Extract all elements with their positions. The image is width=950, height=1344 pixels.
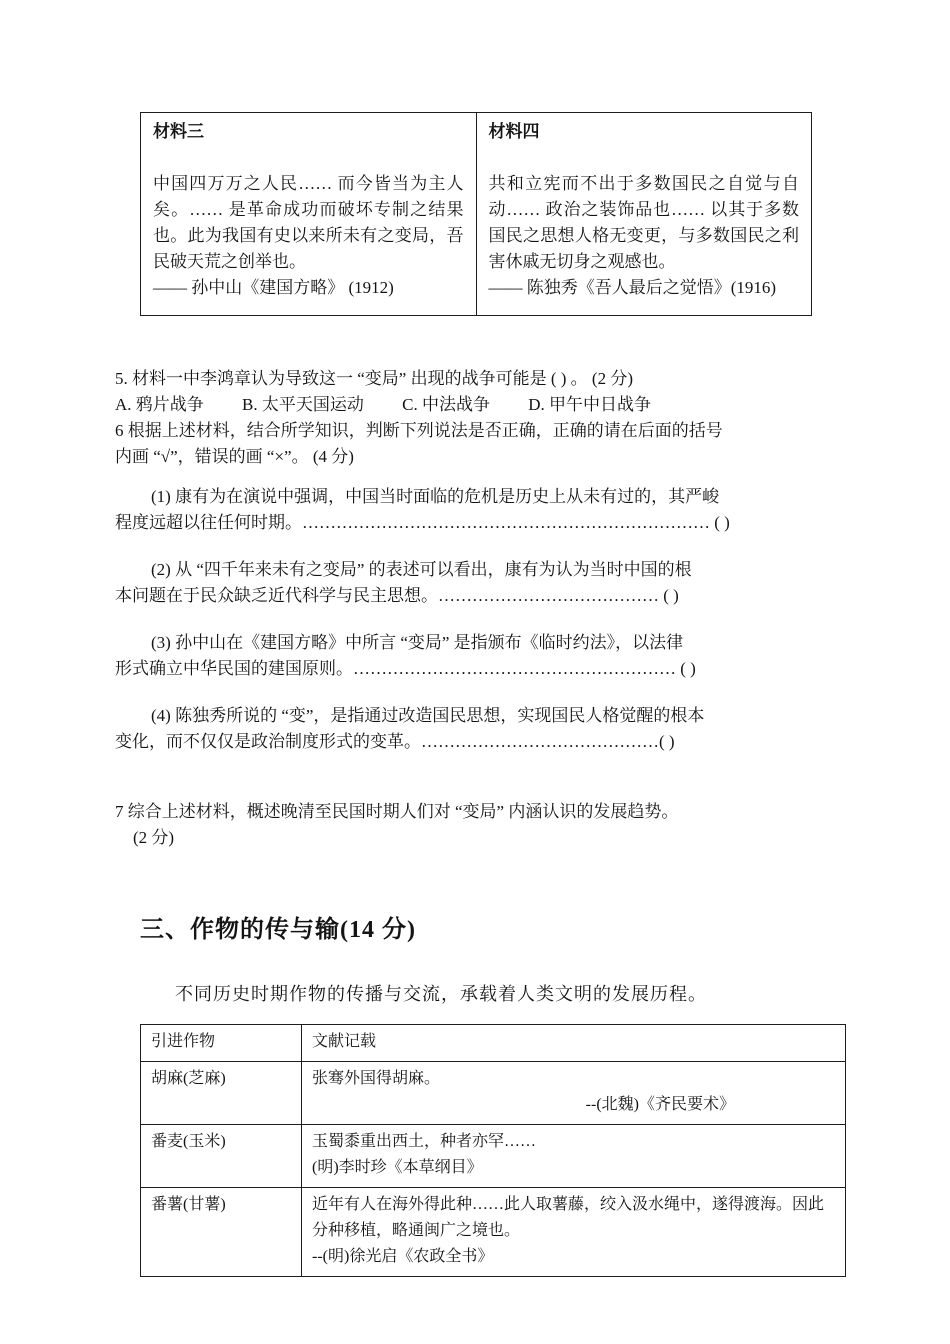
subitem-3-line2: 形式确立中华民国的建国原则。………………………………………………… ( ) (115, 659, 696, 678)
material-three-cell (141, 113, 477, 316)
section-three-heading: 三、作物的传与输(14 分) (140, 917, 416, 943)
question-5-stem: 5. 材料一中李鸿章认为导致这一 “变局” 出现的战争可能是 ( ) 。 (2 分) (115, 369, 633, 388)
record-text: 张骞外国得胡麻。 (312, 1070, 441, 1087)
materials-row (141, 113, 812, 316)
subitem-2-line1: (2) 从 “四千年来未有之变局” 的表述可以看出，康有为认为当时中国的根 (151, 560, 692, 579)
question-6-line2: 内画 “√”，错误的画 “×”。 (4 分) (115, 447, 354, 466)
subitem-3 (115, 630, 840, 682)
material-three-header: 材料三 (153, 122, 204, 141)
materials-table (140, 112, 812, 316)
question-5-options (115, 392, 840, 418)
question-7 (115, 799, 840, 851)
subitem-1-line1: (1) 康有为在演说中强调，中国当时面临的危机是历史上从未有过的，其严峻 (151, 487, 720, 506)
material-four-body: 共和立宪而不出于多数国民之自觉与自动…… 政治之装饰品也…… 以其于多数国民之思想人格无变更，与多数国民之利害休戚无切身之观感也。 (488, 174, 799, 271)
section-three-intro: 不同历史时期作物的传播与交流，承载着人类文明的发展历程。 (175, 984, 707, 1004)
option-b: B. 太平天国运动 (242, 395, 364, 414)
record-text: 近年有人在海外得此种……此人取薯藤，绞入汲水绳中，遂得渡海。因此分种移植，略通闽广之境也。 (312, 1196, 825, 1239)
question-6-subitems (115, 484, 840, 755)
question-7-line2: (2 分) (133, 828, 175, 847)
record-source: --(明)徐光启《农政全书》 (312, 1248, 494, 1265)
subitem-4 (115, 703, 840, 755)
crops-header-crop: 引进作物 (141, 1025, 302, 1062)
record-source: --(北魏)《齐民要术》 (585, 1096, 735, 1113)
crops-header-row (141, 1025, 846, 1062)
crops-row-2 (141, 1125, 846, 1188)
option-a: A. 鸦片战争 (115, 395, 204, 414)
subitem-1 (115, 484, 840, 536)
subitem-2 (115, 557, 840, 609)
crop-name: 胡麻(芝麻) (141, 1062, 302, 1125)
subitem-2-line2: 本问题在于民众缺乏近代科学与民主思想。………………………………… ( ) (115, 586, 679, 605)
option-d: D. 甲午中日战争 (528, 395, 651, 414)
option-c: C. 中法战争 (402, 395, 490, 414)
material-four-cell (476, 113, 812, 316)
subitem-4-line1: (4) 陈独秀所说的 “变”，是指通过改造国民思想，实现国民人格觉醒的根本 (151, 706, 705, 725)
crops-header-record: 文献记载 (302, 1025, 846, 1062)
crops-table (140, 1024, 846, 1277)
crops-row-3 (141, 1188, 846, 1277)
question-7-line1: 7 综合上述材料，概述晚清至民国时期人们对 “变局” 内涵认识的发展趋势。 (115, 802, 679, 821)
crop-record (302, 1062, 846, 1125)
subitem-4-line2: 变化，而不仅仅是政治制度形式的变革。……………………………………( ) (115, 732, 675, 751)
crop-record (302, 1125, 846, 1188)
subitem-3-line1: (3) 孙中山在《建国方略》中所言 “变局” 是指颁布《临时约法》，以法律 (151, 633, 684, 652)
material-four-source: —— 陈独秀《吾人最后之觉悟》(1916) (488, 278, 777, 297)
question-6-line1: 6 根据上述材料，结合所学知识，判断下列说法是否正确，正确的请在后面的括号 (115, 421, 723, 440)
crop-name: 番薯(甘薯) (141, 1188, 302, 1277)
questions-block (115, 366, 840, 851)
crop-name: 番麦(玉米) (141, 1125, 302, 1188)
crops-row-1 (141, 1062, 846, 1125)
record-source: (明)李时珍《本草纲目》 (312, 1159, 483, 1176)
material-three-source: —— 孙中山《建国方略》 (1912) (153, 278, 394, 297)
record-text: 玉蜀黍重出西土，种者亦罕…… (312, 1133, 537, 1150)
material-three-body: 中国四万万之人民…… 而今皆当为主人矣。…… 是革命成功而破坏专制之结果也。此为我国有史以来所未有之变局，吾民破天荒之创举也。 (153, 174, 464, 271)
subitem-1-line2: 程度远超以往任何时期。……………………………………………………………… ( ) (115, 513, 730, 532)
crop-record (302, 1188, 846, 1277)
material-four-header: 材料四 (488, 122, 540, 141)
